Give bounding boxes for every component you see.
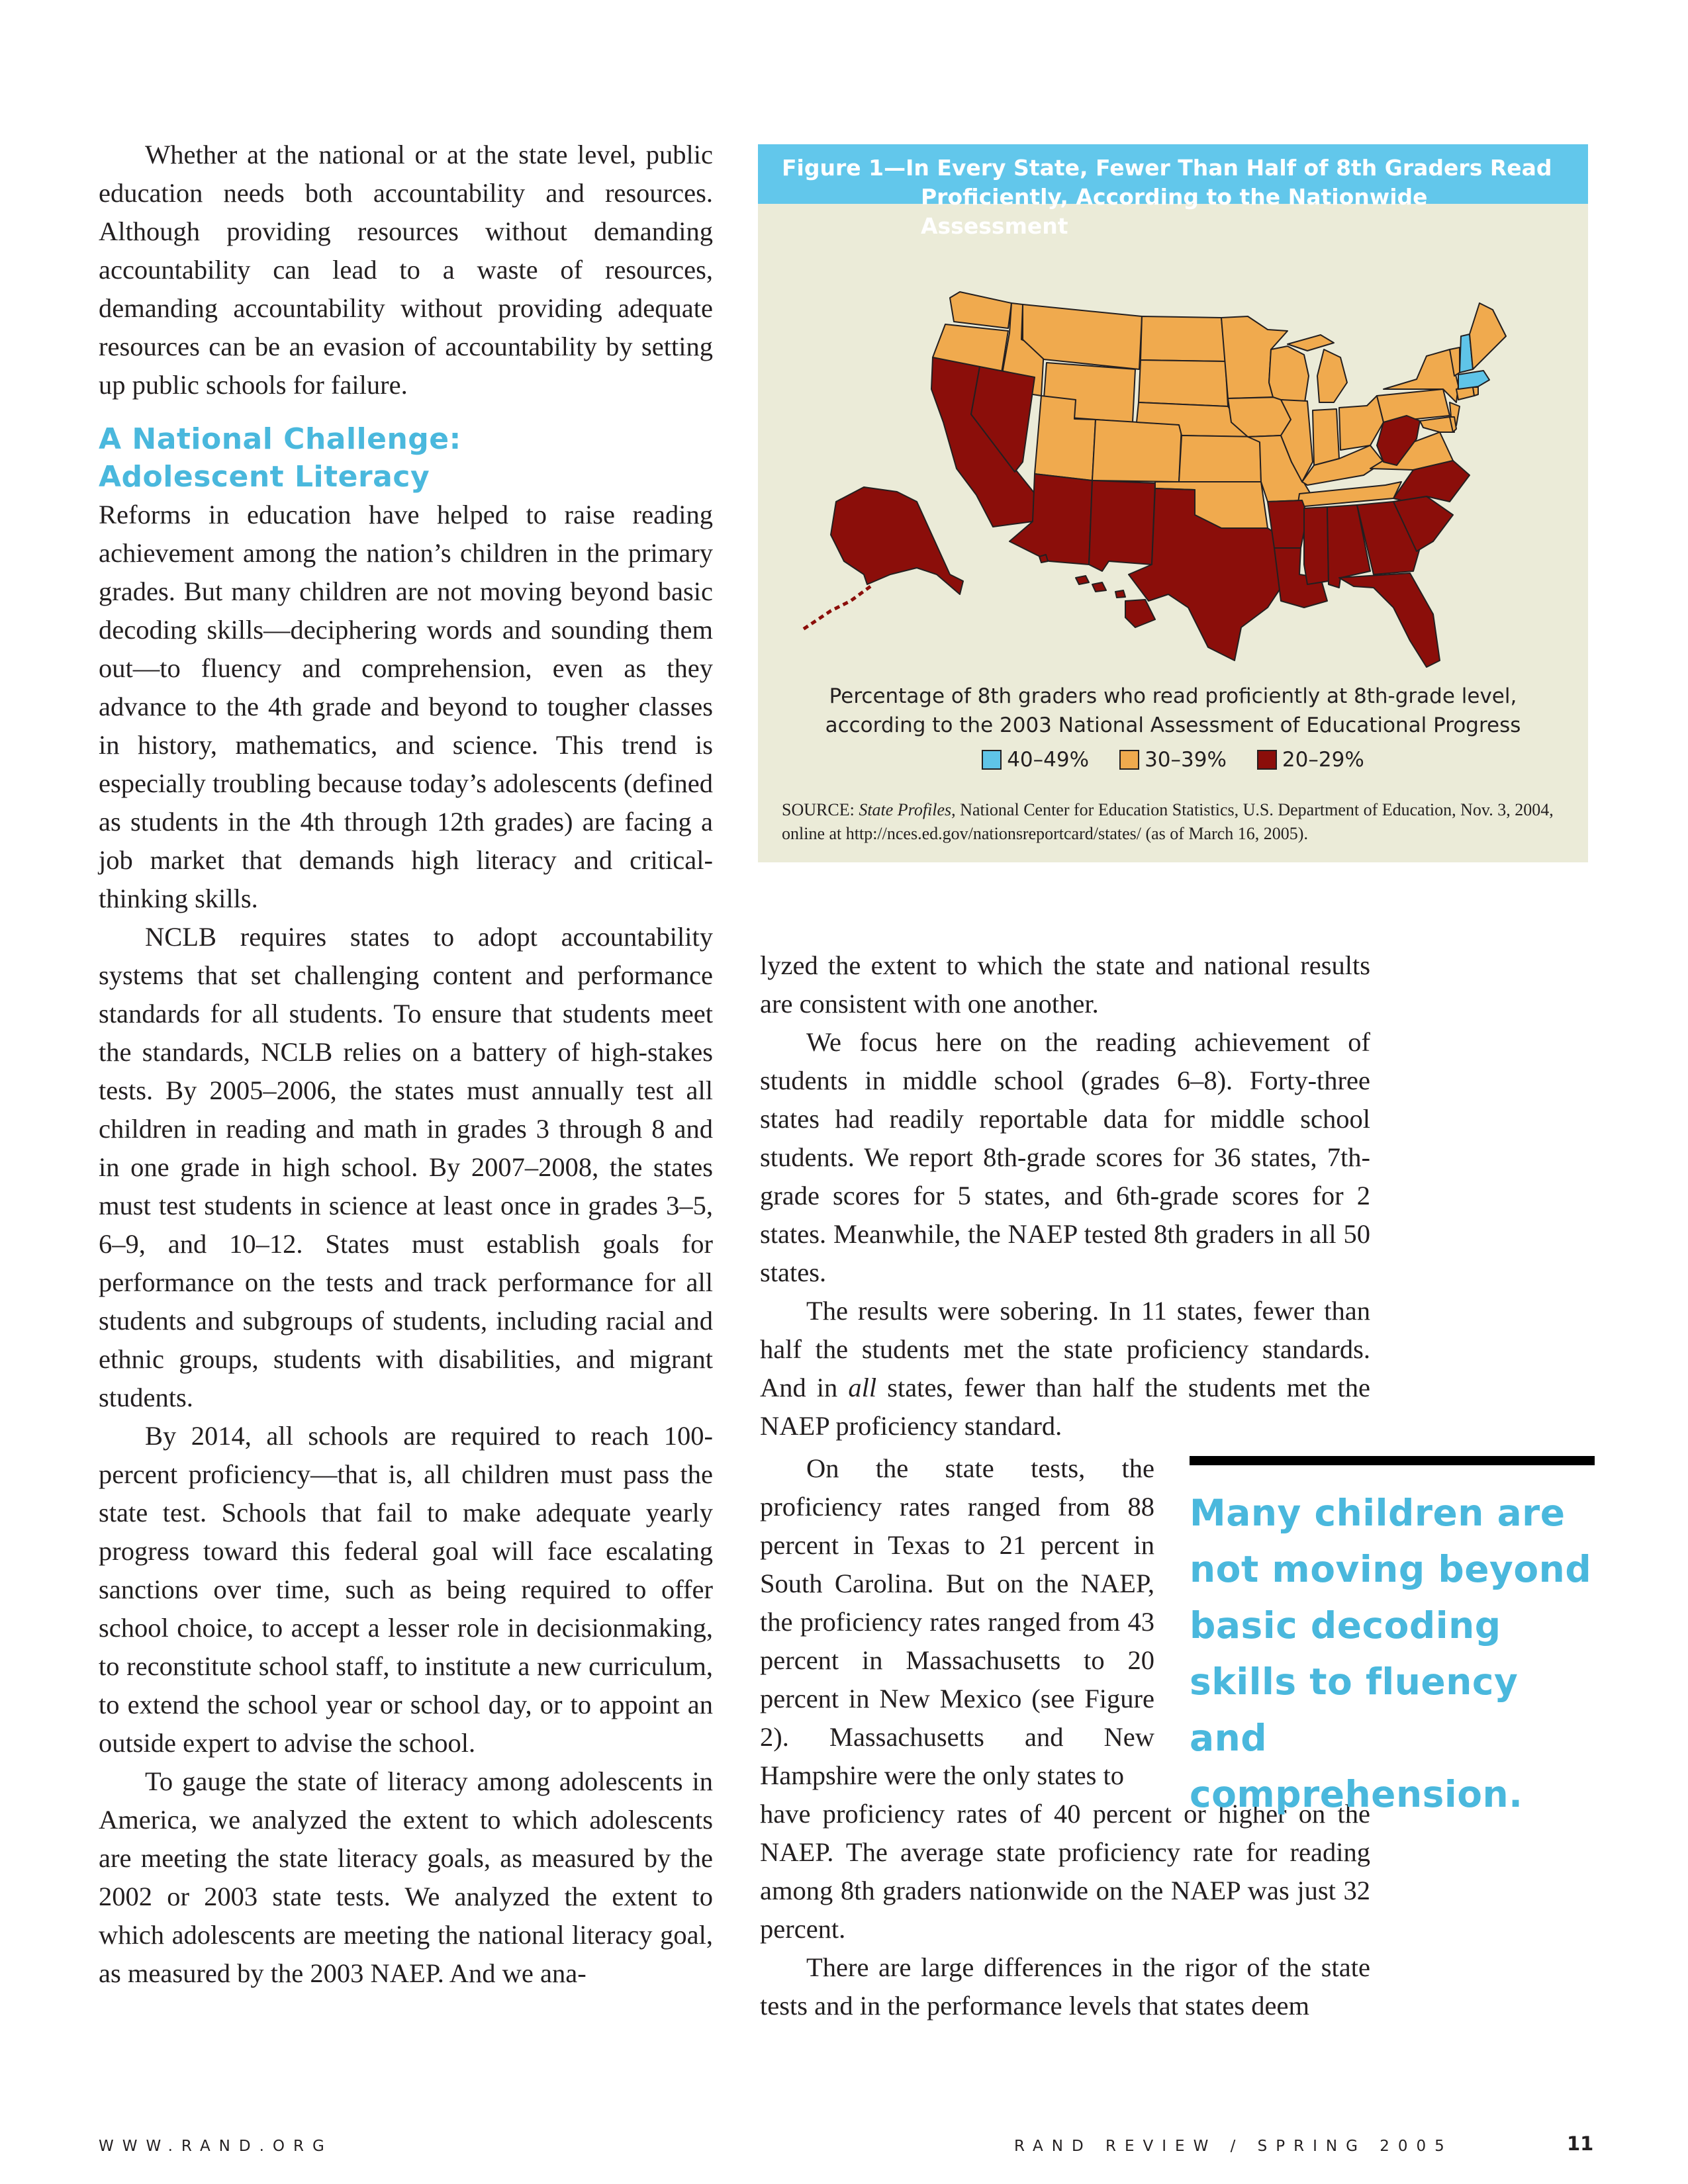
state-maryland [1420, 417, 1454, 432]
body-paragraph: On the state tests, the proficiency rates ranged from 88 percent in Texas to 21 percent in South Carolina. But on the NAEP, the proficiency rates ranged from 43 percent in Massachusetts to 20 percent in New Mexico (see Figure 2). Massachusetts and New Hampshire were the only states to [760, 1453, 1154, 1790]
legend-label: 40–49% [1007, 748, 1090, 772]
paragraph-text: The results were sobering. In 11 states, fewer than half the students met the state proficiency standards. And in [760, 1296, 1370, 1402]
figure-title-line1: Figure 1—In Every State, Fewer Than Half of 8th Graders Read [782, 155, 1552, 181]
footer-publication: RAND REVIEW / SPRING 2005 [1014, 2138, 1453, 2155]
body-paragraph: By 2014, all schools are required to reach 100-percent proficiency—that is, all children must pass the state test. Schools that fail to make adequate yearly progress toward this federal goal will face escalating sanctions over time, such as being required to offer school choice, to accept a lesser role in decisionmaking, to reconstitute school staff, to institute a new curriculum, to extend the school year or school day, or to appoint an outside expert to advise the school. [99, 1421, 713, 1758]
state-pennsylvania [1377, 389, 1450, 422]
legend-swatch-blue [982, 750, 1002, 770]
state-alaska-aleutians [801, 586, 870, 631]
figure-title [758, 144, 1588, 239]
legend-item [982, 748, 1089, 772]
section-heading-line2: Adolescent Literacy [99, 460, 430, 494]
left-column [99, 136, 713, 1993]
legend-item [1119, 748, 1227, 772]
legend-label: 20–29% [1282, 748, 1364, 772]
state-alaska [831, 487, 963, 594]
state-rhode-island [1473, 387, 1478, 396]
state-ohio [1339, 396, 1383, 450]
state-arkansas [1268, 500, 1307, 548]
figure-caption-line1: Percentage of 8th graders who read proficiently at 8th-grade level, [829, 684, 1517, 708]
figure-title-line2: Proficiently, According to the Nationwide Assessment [921, 184, 1428, 239]
middle-column-narrow [760, 1449, 1154, 1795]
footer-website: WWW.RAND.ORG [99, 2138, 333, 2155]
body-paragraph [760, 1292, 1370, 1445]
state-kansas [1179, 435, 1261, 482]
figure-caption [758, 682, 1588, 740]
emphasis-text: all [848, 1373, 877, 1402]
source-prefix: SOURCE: [782, 800, 859, 819]
state-wisconsin [1269, 346, 1309, 402]
state-colorado [1092, 420, 1182, 482]
source-italic: State Profiles [859, 800, 952, 819]
state-south-dakota [1139, 360, 1228, 406]
body-paragraph: lyzed the extent to which the state and national results are consistent with one another. [760, 950, 1370, 1019]
figure-1 [758, 144, 1588, 862]
state-north-dakota [1141, 316, 1225, 361]
legend-swatch-red [1257, 750, 1277, 770]
figure-source [782, 798, 1570, 846]
legend-item [1257, 748, 1364, 772]
state-indiana [1313, 409, 1339, 465]
legend-label: 30–39% [1145, 748, 1227, 772]
state-new-mexico [1089, 480, 1155, 571]
middle-column-top [760, 946, 1370, 1445]
paragraph-text: states, fewer than half the students met the NAEP proficiency standard. [760, 1373, 1370, 1441]
body-paragraph: have proficiency rates of 40 percent or higher on the NAEP. The average state proficiency rate for reading among 8th graders nationwide on the NAEP was just 32 percent. [760, 1799, 1370, 1944]
state-washington [950, 292, 1011, 328]
source-rest: , National Center for Education Statistics, U.S. Department of Education, Nov. 3, 2004, online at http://nces.ed.gov/nationsreportcard/states/ (as of March 16, 2005). [782, 800, 1554, 843]
body-paragraph: To gauge the state of literacy among adolescents in America, we analyzed the extent to which adolescents are meeting the state literacy goals, as measured by the 2002 or 2003 state tests. We analyzed the extent to which adolescents are meeting the national literacy goal, as measured by the 2003 NAEP. And we ana- [99, 1766, 713, 1988]
body-paragraph: We focus here on the reading achievement of students in middle school (grades 6–8). Forty-three states had readily reportable data for middle school students. We report 8th-grade scores for 36 states, 7th-grade scores for 5 states, and 6th-grade scores for 2 states. Meanwhile, the NAEP tested 8th graders in all 50 states. [760, 1027, 1370, 1287]
state-mississippi [1304, 507, 1329, 584]
state-maine [1470, 303, 1506, 369]
section-heading [99, 420, 713, 496]
legend-swatch-orange [1119, 750, 1139, 770]
map-legend [758, 748, 1588, 772]
middle-column-bottom [760, 1795, 1370, 2025]
body-paragraph: Reforms in education have helped to raise reading achievement among the nation’s children in the primary grades. But many children are not moving beyond basic decoding skills—deciphering words and sounding them out—to fluency and comprehension, even as they advance to the 4th grade and beyond to tougher classes in history, mathematics, and science. This trend is especially troubling because today’s adolescents (defined as students in the 4th through 12th grades) are facing a job market that demands high literacy and critical-thinking skills. [99, 500, 713, 913]
intro-paragraph: Whether at the national or at the state level, public education needs both accountability and resources. Although providing resources without demanding accountability can lead to a waste of resources, demanding accountability without providing adequate resources can be an evasion of accountability by setting up public schools for failure. [99, 140, 713, 400]
pull-quote [1190, 1456, 1595, 1823]
us-map [758, 204, 1588, 680]
figure-caption-line2: according to the 2003 National Assessment of Educational Progress [825, 713, 1521, 737]
body-paragraph: There are large differences in the rigor of the state tests and in the performance levels that states deem [760, 1952, 1370, 2021]
state-massachusetts [1458, 371, 1489, 389]
body-paragraph: NCLB requires states to adopt accountability systems that set challenging content and performance standards for all students. To ensure that students meet the standards, NCLB relies on a battery of high-stakes tests. By 2005–2006, the states must annually test all children in reading and math in grades 3 through 8 and in one grade in high school. By 2007–2008, the states must test students in science at least once in grades 3–5, 6–9, and 10–12. States must establish goals for performance on the tests and track performance for all students and subgroups of students, including racial and ethnic groups, students with disabilities, and migrant students. [99, 922, 713, 1412]
section-heading-line1: A National Challenge: [99, 422, 461, 456]
pull-quote-text: Many children are not moving beyond basic decoding skills to fluency and comprehension. [1190, 1492, 1592, 1815]
map-region-blue [1458, 303, 1506, 389]
state-florida [1339, 573, 1440, 667]
page-number: 11 [1567, 2132, 1594, 2155]
